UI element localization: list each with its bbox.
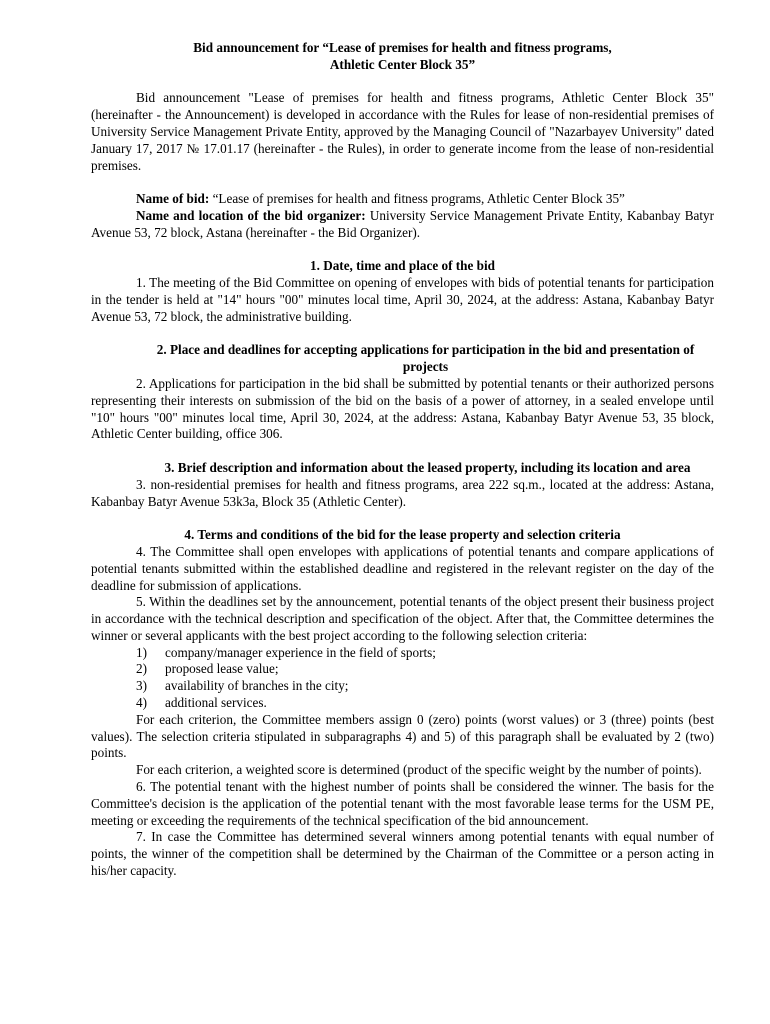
section-2-heading: 2. Place and deadlines for accepting applications for participation in the bid and presentation of projects (156, 342, 695, 375)
section-3-paragraph: 3. non-residential premises for health and fitness programs, area 222 sq.m., located at the address: Astana, Kabanbay Batyr Avenue 53k3a, Block 35 (Athletic Center). (91, 476, 714, 509)
section-1-paragraph: 1. The meeting of the Bid Committee on opening of envelopes with bids of potential tenants for participation in the tender is held at "14" hours "00" minutes local time, April 30, 2024, at the address: Astana, Kabanbay Batyr Avenue 53, 72 block, the administrative building. (91, 275, 714, 324)
list-item-number: 4) (136, 695, 147, 711)
list-item-number: 2) (136, 661, 147, 677)
section-3-heading: 3. Brief description and information about the leased property, including its location and area (164, 459, 691, 475)
list-item (91, 695, 714, 712)
section-4-paragraph-5: 6. The potential tenant with the highest number of points shall be considered the winner. The basis for the Committee's decision is the application of the potential tenant with the most favorable lease terms for the USM PE, meeting or exceeding the requirements of the technical specification of the bid announcement. (91, 779, 714, 828)
list-item (91, 661, 714, 678)
spacer (91, 326, 714, 343)
list-item (91, 678, 714, 695)
criteria-list (91, 645, 714, 712)
section-4-paragraph-1: 4. The Committee shall open envelopes with applications of potential tenants and compare applications of potential tenants submitted within the established deadline and registered in the relevant register on the day of the deadline for submission of applications. (91, 543, 714, 593)
section-4-paragraph-4: For each criterion, a weighted score is determined (product of the specific weight by the number of points). (136, 762, 702, 778)
section-4-paragraph-2: 5. Within the deadlines set by the announcement, potential tenants of the object present their business project in accordance with the technical description and specification of the object. After that, the Committee determines the winner or several applicants with the best project according to the following selection criteria: (91, 594, 714, 643)
doc-title-line1: Bid announcement for “Lease of premises for health and fitness programs, (193, 40, 612, 55)
list-item-text: additional services. (165, 695, 267, 711)
spacer (91, 174, 714, 191)
section-1-heading: 1. Date, time and place of the bid (310, 258, 495, 274)
spacer (91, 242, 714, 259)
list-item (91, 645, 714, 662)
spacer (91, 74, 714, 91)
list-item-text: proposed lease value; (165, 661, 279, 677)
bid-name-label: Name of bid: (136, 191, 210, 207)
intro-paragraph: Bid announcement "Lease of premises for health and fitness programs, Athletic Center Block 35" (hereinafter - the Announcement) is developed in accordance with the Rules for lease of non-residential premises of University Service Management Private Entity, approved by the Managing Council of "Nazarbayev University" dated January 17, 2017 № 17.01.17 (hereinafter - the Rules), in order to generate income from the lease of non-residential premises. (91, 90, 714, 173)
section-4-heading: 4. Terms and conditions of the bid for the lease property and selection criteria (184, 527, 621, 543)
list-item-text: availability of branches in the city; (165, 678, 349, 694)
document-page (91, 40, 714, 880)
list-item-number: 1) (136, 644, 147, 660)
spacer (91, 443, 714, 460)
list-item-text: company/manager experience in the field of sports; (165, 644, 436, 660)
organizer-paragraph (91, 208, 714, 242)
organizer-label: Name and location of the bid organizer: (136, 207, 366, 223)
spacer (91, 510, 714, 527)
doc-title-line2: Athletic Center Block 35” (329, 56, 476, 72)
organizer-value: University Service Management Private Entity, Kabanbay Batyr Avenue 53, 72 block, Astana (hereinafter - the Bid Organizer). (91, 207, 715, 240)
list-item-number: 3) (136, 678, 147, 694)
section-2-paragraph: 2. Applications for participation in the bid shall be submitted by potential tenants or their authorized persons representing their interests on submission of the bid on the basis of a power of attorney, in a sealed envelope until "10" hours "00" minutes local time, April 30, 2024, at the address: Astana, Kabanbay Batyr Avenue 53, 35 block, Athletic Center building, office 306. (91, 375, 714, 442)
bid-name-paragraph (91, 191, 714, 208)
section-4-paragraph-3: For each criterion, the Committee members assign 0 (zero) points (worst values) or 3 (three) points (best values). The selection criteria stipulated in subparagraphs 4) and 5) of this paragraph shall be evaluated by 2 (two) points. (91, 711, 714, 761)
section-4-paragraph-6: 7. In case the Committee has determined several winners among potential tenants with equal number of points, the winner of the competition shall be determined by the Chairman of the Committee or a person acting in his/her capacity. (91, 829, 714, 879)
bid-name-value: “Lease of premises for health and fitness programs, Athletic Center Block 35” (209, 191, 625, 207)
